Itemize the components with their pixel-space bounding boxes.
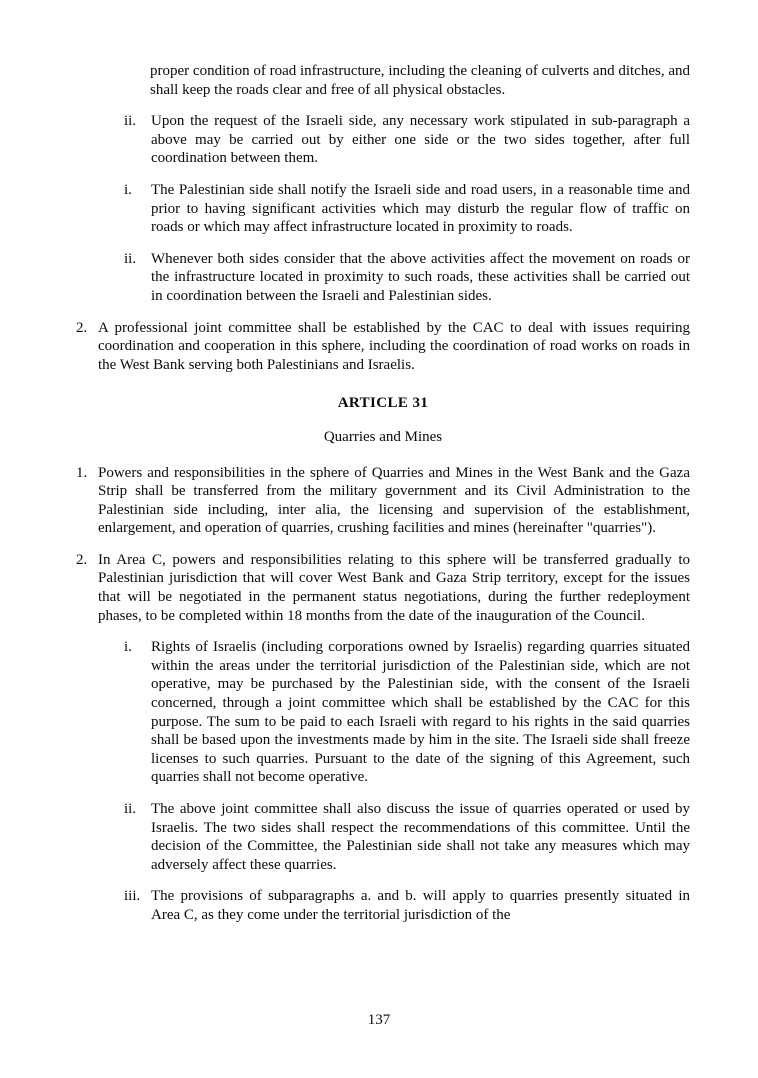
road-list-item	[76, 250, 690, 306]
page-number: 137	[367, 1012, 391, 1029]
item-label: ii.	[124, 250, 137, 267]
item-label: 2.	[76, 551, 88, 568]
item-label: ii.	[124, 801, 137, 817]
item-label: 1.	[76, 464, 88, 481]
quarries-list-item	[76, 638, 690, 787]
item-text: Whenever both sides consider that the above activities affect the movement on roads or the infrastructure located in proximity to such roads, these activities shall be carried out in coordination between the Israeli and Palestinian sides.	[151, 250, 690, 304]
item-label: iii.	[124, 888, 141, 905]
item-text: Powers and responsibilities in the sphere of Quarries and Mines in the West Bank and the Gaza Strip shall be transferred from the military government and its Civil Administration to the Palestinian side including, inter alia, the licensing and supervision of the establishment, enlargement, and operation of quarries, crushing facilities and mines (hereinafter "quarries").	[98, 464, 690, 537]
numbered-paragraph	[76, 551, 690, 625]
road-list-item	[76, 112, 690, 168]
numbered-paragraph	[76, 319, 690, 375]
item-text: Upon the request of the Israeli side, any necessary work stipulated in sub-paragraph a above may be carried out by either one side or the two sides together, after full coordination between them.	[151, 113, 690, 167]
item-text: The Palestinian side shall notify the Israeli side and road users, in a reasonable time and prior to having significant activities which may disturb the regular flow of traffic on roads or which may affect infrastructure located in proximity to roads.	[151, 181, 690, 236]
item-label: i.	[124, 639, 132, 656]
item-label: i.	[124, 181, 132, 198]
quarries-list-item	[76, 800, 690, 874]
quarries-list-item	[76, 887, 690, 924]
item-text: Rights of Israelis (including corporations owned by Israelis) regarding quarries situated within the areas under the territorial jurisdiction of the Palestinian side, which are not operative, may be purchased by the Palestinian side, with the consent of the Israeli concerned, through a joint committee which shall be established by the CAC for this purpose. The sum to be paid to each Israeli with regard to his rights in the said quarries shall be based upon the investments made by him in the site. The Israeli side shall freeze licenses to such quarries. Pursuant to the date of the signing of this Agreement, such quarries shall not become operative.	[151, 639, 690, 786]
article-subheading: Quarries and Mines	[323, 428, 443, 445]
item-text: The provisions of subparagraphs a. and b. will apply to quarries presently situated in Area C, as they come under the territorial jurisdiction of the	[151, 888, 690, 923]
item-text: In Area C, powers and responsibilities relating to this sphere will be transferred gradually to Palestinian jurisdiction that will cover West Bank and Gaza Strip territory, except for the issues that will be negotiated in the permanent status negotiations, during the further redeployment phases, to be completed within 18 months from the date of the inauguration of the Council.	[98, 551, 690, 624]
item-text: A professional joint committee shall be established by the CAC to deal with issues requiring coordination and cooperation in this sphere, including the coordination of road works on roads in the West Bank serving both Palestinians and Israelis.	[98, 319, 690, 373]
numbered-paragraph	[76, 464, 690, 538]
continuation-paragraph: proper condition of road infrastructure, including the cleaning of culverts and ditches, and shall keep the roads clear and free of all physical obstacles.	[150, 63, 690, 98]
item-label: 2.	[76, 319, 88, 336]
article-heading: ARTICLE 31	[337, 395, 429, 412]
road-list-item	[76, 181, 690, 237]
item-label: ii.	[124, 113, 137, 130]
item-text: The above joint committee shall also discuss the issue of quarries operated or used by Israelis. The two sides shall respect the recommendations of this committee. Until the decision of the Committee, the Palestinian side shall not take any measures which may adversely affect these quarries.	[151, 801, 690, 873]
